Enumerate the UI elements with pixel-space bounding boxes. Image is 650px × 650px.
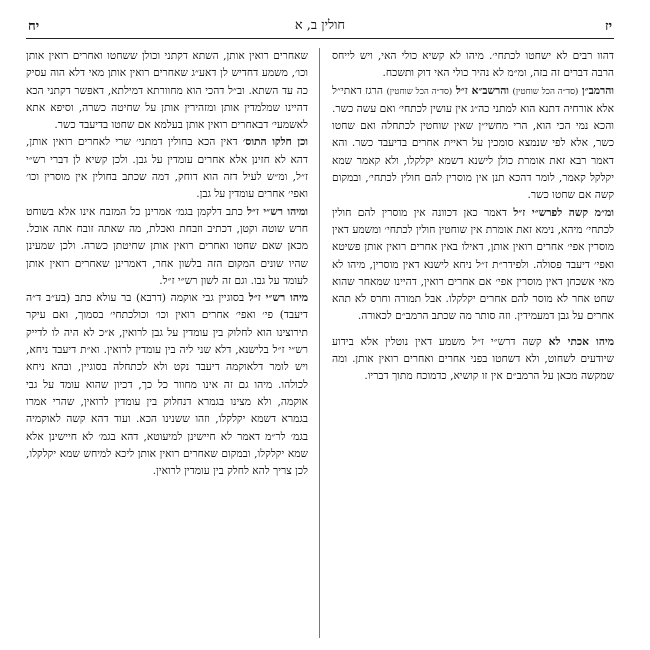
paragraph bbox=[26, 204, 308, 290]
text-columns bbox=[26, 48, 614, 638]
paragraph: דהוו רבים לא ישחטו לכתחי׳. מיהו לא קשיא כולי האי, ויש לייחס הרבה דברים זה בזה, ומ״מ לא נהיר כולי האי דוק ותשכח. bbox=[332, 50, 614, 80]
source-note: (סד״ה הכל שוחטין) bbox=[512, 86, 579, 97]
paragraph bbox=[26, 290, 308, 480]
paragraph-lead: מיהו רש״י ז״ל bbox=[248, 292, 308, 305]
paragraph-lead: והרמב״ן bbox=[581, 84, 614, 97]
paragraph bbox=[332, 205, 614, 326]
paragraph-body: הרגז דאתי״ל אלא אורחיה דתנא הוא למתני כה״ג אין עושין לכתחי׳ ואם עשה כשר. והכא נמי הכי הוא, הרי מחשי״ן שאין שוחטין לכתחלה ואם שחטו כשר, אלא לפי שנמצא סומכין על ראיית אחרים בדיעבד כשר. והא דאמר רבא זאת אומרת כולן לישנא דשמא יקלקלו, ולא קאמר שמא יקלקל קאמר, לומר דהכא תנן אין מוסרין להם חולין לכתחי׳, ובמקום קשה אם שחטו כשר. bbox=[332, 84, 614, 202]
paragraph bbox=[332, 83, 614, 205]
paragraph-lead: וכן חלקו התוס׳ bbox=[242, 136, 308, 149]
page-number-left: יח bbox=[28, 19, 40, 34]
page bbox=[26, 14, 614, 638]
paragraph-body: דאין הכא בחולין דמתני׳ שרי לאחרים רואין אותן, דהא לא חזינן אלא אחרים עומדין על גבן. ולכן קשיא לן דברי רש״י ז״ל, ומ״ש לעיל דזה הוא דוחק, דמה שכתב בחולין אין מוסרין וכו׳ ואפי׳ אחרים עומדין על גבן. bbox=[26, 136, 308, 201]
column-divider bbox=[319, 48, 320, 638]
page-header bbox=[26, 14, 614, 40]
paragraph-lead: והרשב״א ז״ל bbox=[455, 84, 510, 97]
paragraph-lead: ומיהו רש״י ז״ל bbox=[246, 205, 308, 218]
right-column bbox=[332, 48, 614, 638]
paragraph: שאחרים רואין אותן, השתא דקתני וכולן ששחטו ואחרים רואין אותן וכו׳, משמע דחדיש לן דאע״ג שאחרים רואין אותן מאי דלא הוה עסיק כה עד השתא. וב״ל דהכי הוא מחוורתא דמילתא, דאפשר דקתני הכא דהיינו שמלמדין אותן ומזהירין אותן על שחיטה כשרה, וסיפא אתא לאשמעי׳ דבאחרים רואין אותן בעלמא אם שחטו בדיעבד כשר. bbox=[26, 50, 308, 132]
header-rule bbox=[26, 38, 614, 39]
paragraph-body: בסוגיין גבי אוקמה (דרבא) בר עולא כתב (בע״ב ד״ה דיעבד) פי׳ ואפי׳ אחרים רואין וכו׳ וכולכתחי׳ בסמוך, ואם עיקר תירוצינו הוא לחלוק בין עומדין על גבן לרואין, א״כ לא היה לו לדייק רש״י ז״ל בלישנא, דלא שני ליה בין עומדין לרואין. וא״ת דיעבד ניחא, ויש לומר דלאוקמה דיעבד נקט ולא לכתחלה בסוגיין, ובהא ניחא לכולהו. מיהו גם זה אינו מחוור כל כך, דכיון שהוא עומד על גבי אוקמה, ולא מצינו בגמרא דנחלוק בין עומדין לרואין, שהרי אמרו בגמרא דשמא יקלקלו, וזהו ששנינו הכא. ועוד דהא קשה לאוקמיה בגמ׳ לר״מ דאמר לא חיישינן למיעוטא, דהא בגמ׳ לא חיישינן אלא שמא יקלקלו, ובמקום שאחרים רואין אותן ליכא למיחש שמא יקלקלו, לכן צריך להא לחלק בין עומדין לרואין. bbox=[26, 292, 308, 478]
running-head: חולין ב, א bbox=[294, 18, 346, 33]
paragraph-lead: ומ״מ קשה לפרש״י ז״ל bbox=[513, 206, 614, 219]
left-column bbox=[26, 48, 308, 638]
page-number-right: יז bbox=[604, 19, 612, 34]
paragraph bbox=[26, 134, 308, 203]
paragraph-body: דאמר כאן דכוונה אין מוסרין להם חולין לכתחי׳ מיהא, נימא זאת אומרת אין שוחטין חולין לכתחי׳ ומשמע דאין מוסרין אפי׳ אחרים רואין אותן, דאילו באין אחרים רואין אותן פשיטא ואפי׳ דיעבד פסולה. ולפידר״ת ז״ל ניחא לישנא דאין מוסרין, מיהו לא מאי אשכחן דאין מוסרין אפי׳ אם אחרים רואין, דהיינו שמאחר שהוא שחט אחר לא מוסר להם אחרים יקלקלו. אבל תמורה וחרס לא תהא אחרים על גבן דמעמידין. וזה סותר מה שכתב הרמב״ם לכאורה. bbox=[332, 206, 614, 323]
paragraph-body: קשה דרש״י ז״ל משמע דאין נוטלין אלא בידוע שיודעים לשחוט, ולא דשחטו בפני אחרים ואחרים רואין אותן. ומה שמקשה מכאן על הרמב״ם אין זו קושיא, כדמוכח מתוך דבריו. bbox=[332, 335, 614, 383]
paragraph bbox=[332, 334, 614, 386]
paragraph-lead: מיהו אכתי לא bbox=[548, 335, 614, 348]
source-note: (סד״ה הכל שוחטין) bbox=[386, 86, 453, 97]
paragraph-body: כתב דלקמן בגמ׳ אמרינן כל המזבח אינו אלא בשוחט חרש שוטה וקטן, דכתיב וזבחת ואכלת, מה שאתה זובח אתה אוכל. מכאן שאם שחטו ואחרים רואין אותן שחיטתן כשרה. ולכן שמעינן שהיו שונים המקום הזה בלשון אחר, דאמרינן שאחרים רואין אותן לעומד על גבו. וגם זה לשון רש״י ז״ל. bbox=[26, 205, 308, 287]
